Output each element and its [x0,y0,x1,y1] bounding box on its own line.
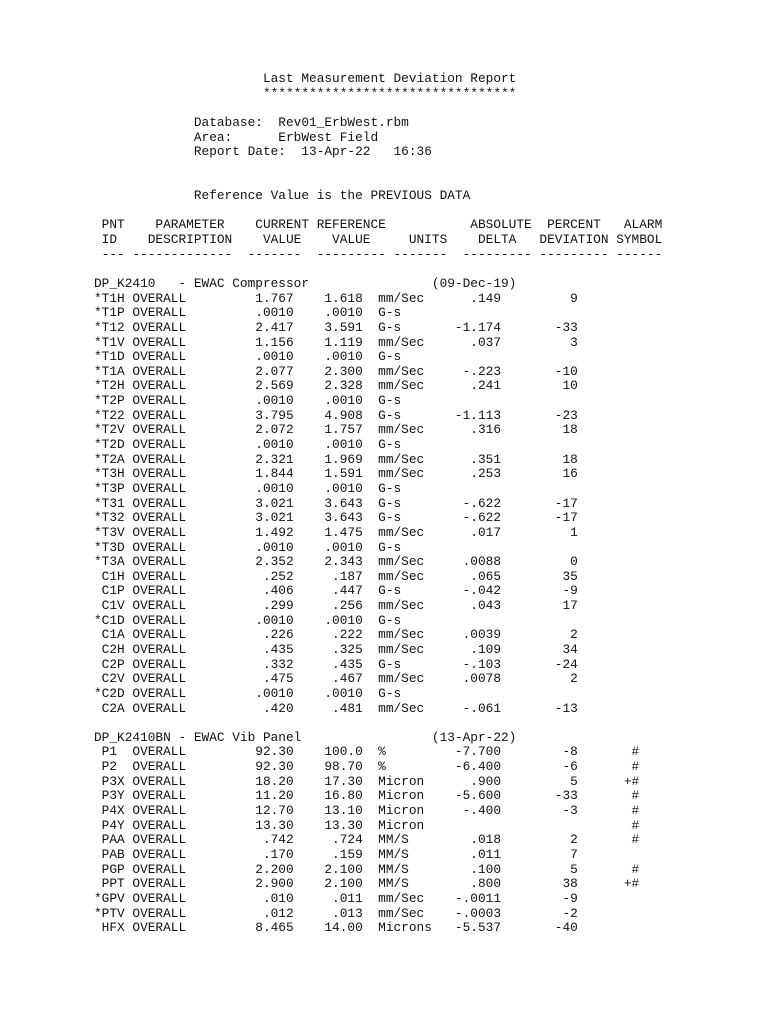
table-row: HFX OVERALL 8.465 14.00 Microns -5.537 -40 [94,920,640,936]
group-header: DP_K2410 - EWAC Compressor (09-Dec-19) [94,275,517,291]
table-row: *T1V OVERALL 1.156 1.119 mm/Sec .037 3 [94,334,640,350]
table-row: C2H OVERALL .435 .325 mm/Sec .109 34 [94,641,640,657]
blank-line [94,160,670,175]
table-row: C1A OVERALL .226 .222 mm/Sec .0039 2 [94,627,640,643]
table-row: *T2A OVERALL 2.321 1.969 mm/Sec .351 18 [94,451,640,467]
blank-line [94,101,670,116]
table-row: PPT OVERALL 2.900 2.100 MM/S .800 38 +# [94,876,640,892]
table-row: C1P OVERALL .406 .447 G-s -.042 -9 [94,583,640,599]
group-header: DP_K2410BN - EWAC Vib Panel (13-Apr-22) [94,729,517,745]
report-title: Last Measurement Deviation Report [94,71,517,86]
table-row: *PTV OVERALL .012 .013 mm/Sec -.0003 -2 [94,905,640,921]
table-row: *T32 OVERALL 3.021 3.643 G-s -.622 -17 [94,510,640,526]
table-row: C1H OVERALL .252 .187 mm/Sec .065 35 [94,568,640,584]
table-row: *T2V OVERALL 2.072 1.757 mm/Sec .316 18 [94,422,640,438]
table-row: P3X OVERALL 18.20 17.30 Micron .900 5 +# [94,773,640,789]
blank-line [94,716,670,731]
table-row: C2A OVERALL .420 .481 mm/Sec -.061 -13 [94,700,640,716]
table-row: P4X OVERALL 12.70 13.10 Micron -.400 -3 # [94,803,640,819]
table-row: *T2P OVERALL .0010 .0010 G-s [94,393,640,409]
table-row: C2V OVERALL .475 .467 mm/Sec .0078 2 [94,671,640,687]
table-row: *T3H OVERALL 1.844 1.591 mm/Sec .253 16 [94,466,640,482]
table-row: *GPV OVERALL .010 .011 mm/Sec -.0011 -9 [94,890,640,906]
table-row: *C1D OVERALL .0010 .0010 G-s [94,612,640,628]
blank-line [94,262,670,277]
report-body [94,72,670,936]
table-row: *T3V OVERALL 1.492 1.475 mm/Sec .017 1 [94,524,640,540]
column-header-1: PNT PARAMETER CURRENT REFERENCE ABSOLUTE PERCENT ALARM [94,217,670,233]
database-line: Database: Rev01_ErbWest.rbm [94,114,409,130]
blank-line [94,174,670,189]
table-row: *T3D OVERALL .0010 .0010 G-s [94,539,640,555]
table-row: P1 OVERALL 92.30 100.0 % -7.700 -8 # [94,744,640,760]
table-row: *T3P OVERALL .0010 .0010 G-s [94,480,640,496]
table-row: PAB OVERALL .170 .159 MM/S .011 7 [94,846,640,862]
table-row: *T31 OVERALL 3.021 3.643 G-s -.622 -17 [94,495,640,511]
report-title-underline: ********************************* [94,85,517,101]
table-row: *T12 OVERALL 2.417 3.591 G-s -1.174 -33 [94,319,640,335]
table-row: *T22 OVERALL 3.795 4.908 G-s -1.113 -23 [94,407,640,423]
table-row: PAA OVERALL .742 .724 MM/S .018 2 # [94,832,640,848]
table-row: C1V OVERALL .299 .256 mm/Sec .043 17 [94,598,640,614]
table-row: PGP OVERALL 2.200 2.100 MM/S .100 5 # [94,861,640,877]
column-header-2: ID DESCRIPTION VALUE VALUE UNITS DELTA DEVIATION SYMBOL [94,232,670,248]
table-row: *T2H OVERALL 2.569 2.328 mm/Sec .241 10 [94,378,640,394]
table-row: C2P OVERALL .332 .435 G-s -.103 -24 [94,656,640,672]
area-line: Area: ErbWest Field [94,129,379,145]
table-row: P3Y OVERALL 11.20 16.80 Micron -5.600 -33 # [94,788,640,804]
report-date-line: Report Date: 13-Apr-22 16:36 [94,144,432,160]
table-row: P4Y OVERALL 13.30 13.30 Micron # [94,817,640,833]
table-row: *T2D OVERALL .0010 .0010 G-s [94,437,640,453]
table-row: *T1A OVERALL 2.077 2.300 mm/Sec -.223 -10 [94,363,640,379]
reference-note: Reference Value is the PREVIOUS DATA [94,188,471,204]
column-header-rule: --- ------------- ------- --------- ------- --------- --------- ------ [94,246,663,262]
table-row: *T1D OVERALL .0010 .0010 G-s [94,349,640,365]
table-row: *T1P OVERALL .0010 .0010 G-s [94,305,640,321]
table-row: *T3A OVERALL 2.352 2.343 mm/Sec .0088 0 [94,554,640,570]
table-row: *C2D OVERALL .0010 .0010 G-s [94,685,640,701]
blank-line [94,204,670,219]
table-row: *T1H OVERALL 1.767 1.618 mm/Sec .149 9 [94,290,640,306]
table-row: P2 OVERALL 92.30 98.70 % -6.400 -6 # [94,759,640,775]
